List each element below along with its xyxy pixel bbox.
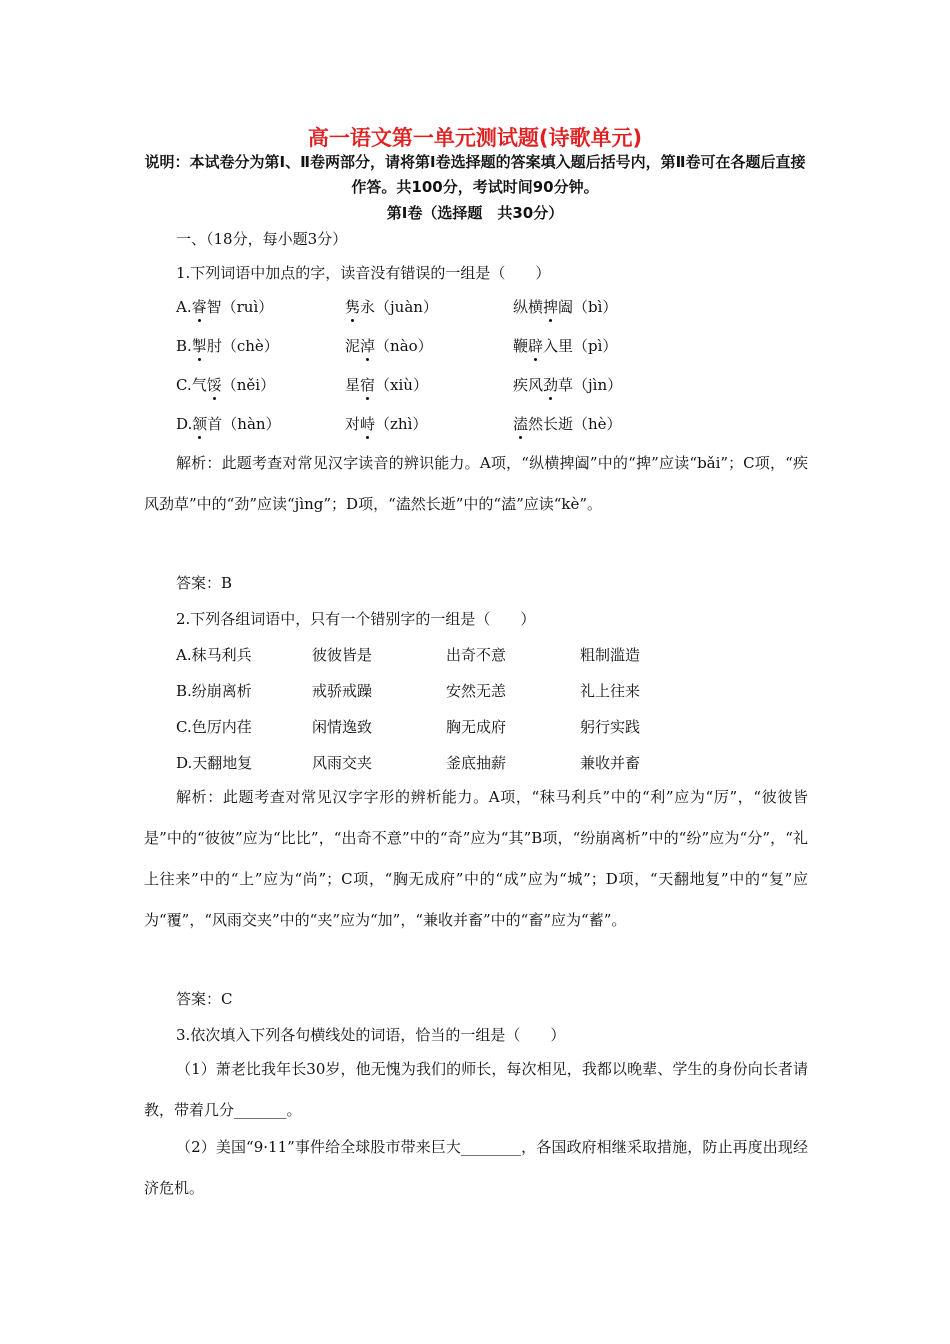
q1-dotted-char: 淖 bbox=[360, 337, 376, 355]
q1-analysis: 解析：此题考查对常见汉字读音的辨识能力。A项，“纵横捭阖”中的“捭”应读“bǎi”；C项，“疾风劲草”中的“劲”应读“jìng”；D项，“溘然长逝”中的“溘”应读“kè”。 bbox=[144, 454, 808, 513]
q2-option: 粗制滥造 bbox=[580, 646, 641, 664]
q2-option: 躬行实践 bbox=[580, 718, 641, 736]
q2-analysis: 解析：此题考查对常见汉字字形的辨析能力。A项，“秣马利兵”中的“利”应为“厉”，“彼彼皆是”中的“彼彼”应为“比比”，“出奇不意”中的“奇”应为“其”B项，“纷崩离析”中的“纷”应为“分”，“礼上往来”中的“上”应为“尚”；C项，“胸无成府”中的“成”应为“城”；D项，“天翻地复”中的“复”应为“覆”，“风雨交夹”中的“夹”应为“加”，“兼收并畜”中的“畜”应为“蓄”。 bbox=[144, 788, 808, 929]
q1-answer: 答案：B bbox=[176, 574, 233, 592]
exam-instructions: 说明：本试卷分为第Ⅰ、Ⅱ卷两部分，请将第Ⅰ卷选择题的答案填入题后括号内，第Ⅱ卷可在各题后直接作答。共100分，考试时间90分钟。 bbox=[144, 153, 806, 196]
q1-option-c-3: 疾风劲草（jìn） bbox=[513, 376, 623, 394]
q2-option: 安然无恙 bbox=[446, 682, 507, 700]
q2-option: 风雨交夹 bbox=[312, 754, 373, 772]
q2-option: 胸无成府 bbox=[446, 718, 507, 736]
q1-dotted-char: 捭 bbox=[543, 298, 559, 316]
q1-option-d-1: D.颔首（hàn） bbox=[176, 415, 281, 433]
q3-sentence-2: （2）美国“9·11”事件给全球股市带来巨大________，各国政府相继采取措施，防止再度出现经济危机。 bbox=[144, 1138, 808, 1197]
q3-sentence-1: （1）萧老比我年长30岁，他无愧为我们的师长，每次相见，我都以晚辈、学生的身份向长者请教，带着几分_______。 bbox=[144, 1060, 808, 1119]
q1-dotted-char: 劲 bbox=[543, 376, 559, 394]
q2-option: 釜底抽薪 bbox=[446, 754, 507, 772]
q2-option: 戒骄戒躁 bbox=[312, 682, 373, 700]
q1-dotted-char: 馁 bbox=[206, 376, 222, 394]
q1-dotted-char: 睿 bbox=[191, 298, 207, 316]
q1-option-a-3: 纵横捭阖（bì） bbox=[513, 298, 618, 316]
q1-dotted-char: 溘 bbox=[513, 415, 529, 433]
q1-option-b-1: B.掣肘（chè） bbox=[176, 337, 279, 355]
q1-option-c-1: C.气馁（něi） bbox=[176, 376, 276, 394]
q1-option-d-2: 对峙（zhì） bbox=[345, 415, 428, 433]
q1-dotted-char: 辟 bbox=[528, 337, 544, 355]
q2-option: 兼收并畜 bbox=[580, 754, 641, 772]
q1-dotted-char: 颔 bbox=[192, 415, 208, 433]
q1-dotted-char: 宿 bbox=[360, 376, 376, 394]
q1-stem: 1.下列词语中加点的字，读音没有错误的一组是（ ） bbox=[176, 264, 551, 282]
q2-stem: 2.下列各组词语中，只有一个错别字的一组是（ ） bbox=[176, 610, 536, 628]
q1-dotted-char: 掣 bbox=[191, 337, 207, 355]
q2-option: A.秣马利兵 bbox=[176, 646, 252, 664]
q2-option: 彼彼皆是 bbox=[312, 646, 373, 664]
q2-answer: 答案：C bbox=[176, 990, 233, 1008]
q1-option-c-2: 星宿（xiù） bbox=[345, 376, 428, 394]
part-heading: 第Ⅰ卷（选择题 共30分） bbox=[386, 204, 564, 222]
q1-dotted-char: 隽 bbox=[345, 298, 361, 316]
q1-option-b-2: 泥淖（nào） bbox=[345, 337, 433, 355]
q1-option-a-2: 隽永（juàn） bbox=[345, 298, 438, 316]
q2-option: 闲情逸致 bbox=[312, 718, 373, 736]
q2-option: B.纷崩离析 bbox=[176, 682, 252, 700]
q1-option-b-3: 鞭辟入里（pì） bbox=[513, 337, 618, 355]
page-title: 高一语文第一单元测试题(诗歌单元) bbox=[307, 126, 643, 150]
section-heading: 一、（18分，每小题3分） bbox=[176, 230, 348, 248]
q3-stem: 3.依次填入下列各句横线处的词语，恰当的一组是（ ） bbox=[176, 1026, 566, 1044]
q2-option: D.天翻地复 bbox=[176, 754, 253, 772]
q2-option: 出奇不意 bbox=[446, 646, 507, 664]
q2-option: 礼上往来 bbox=[580, 682, 641, 700]
q1-dotted-char: 峙 bbox=[360, 415, 376, 433]
q2-option: C.色厉内荏 bbox=[176, 718, 252, 736]
q1-option-d-3: 溘然长逝（hè） bbox=[513, 415, 622, 433]
q1-option-a-1: A.睿智（ruì） bbox=[176, 298, 274, 316]
